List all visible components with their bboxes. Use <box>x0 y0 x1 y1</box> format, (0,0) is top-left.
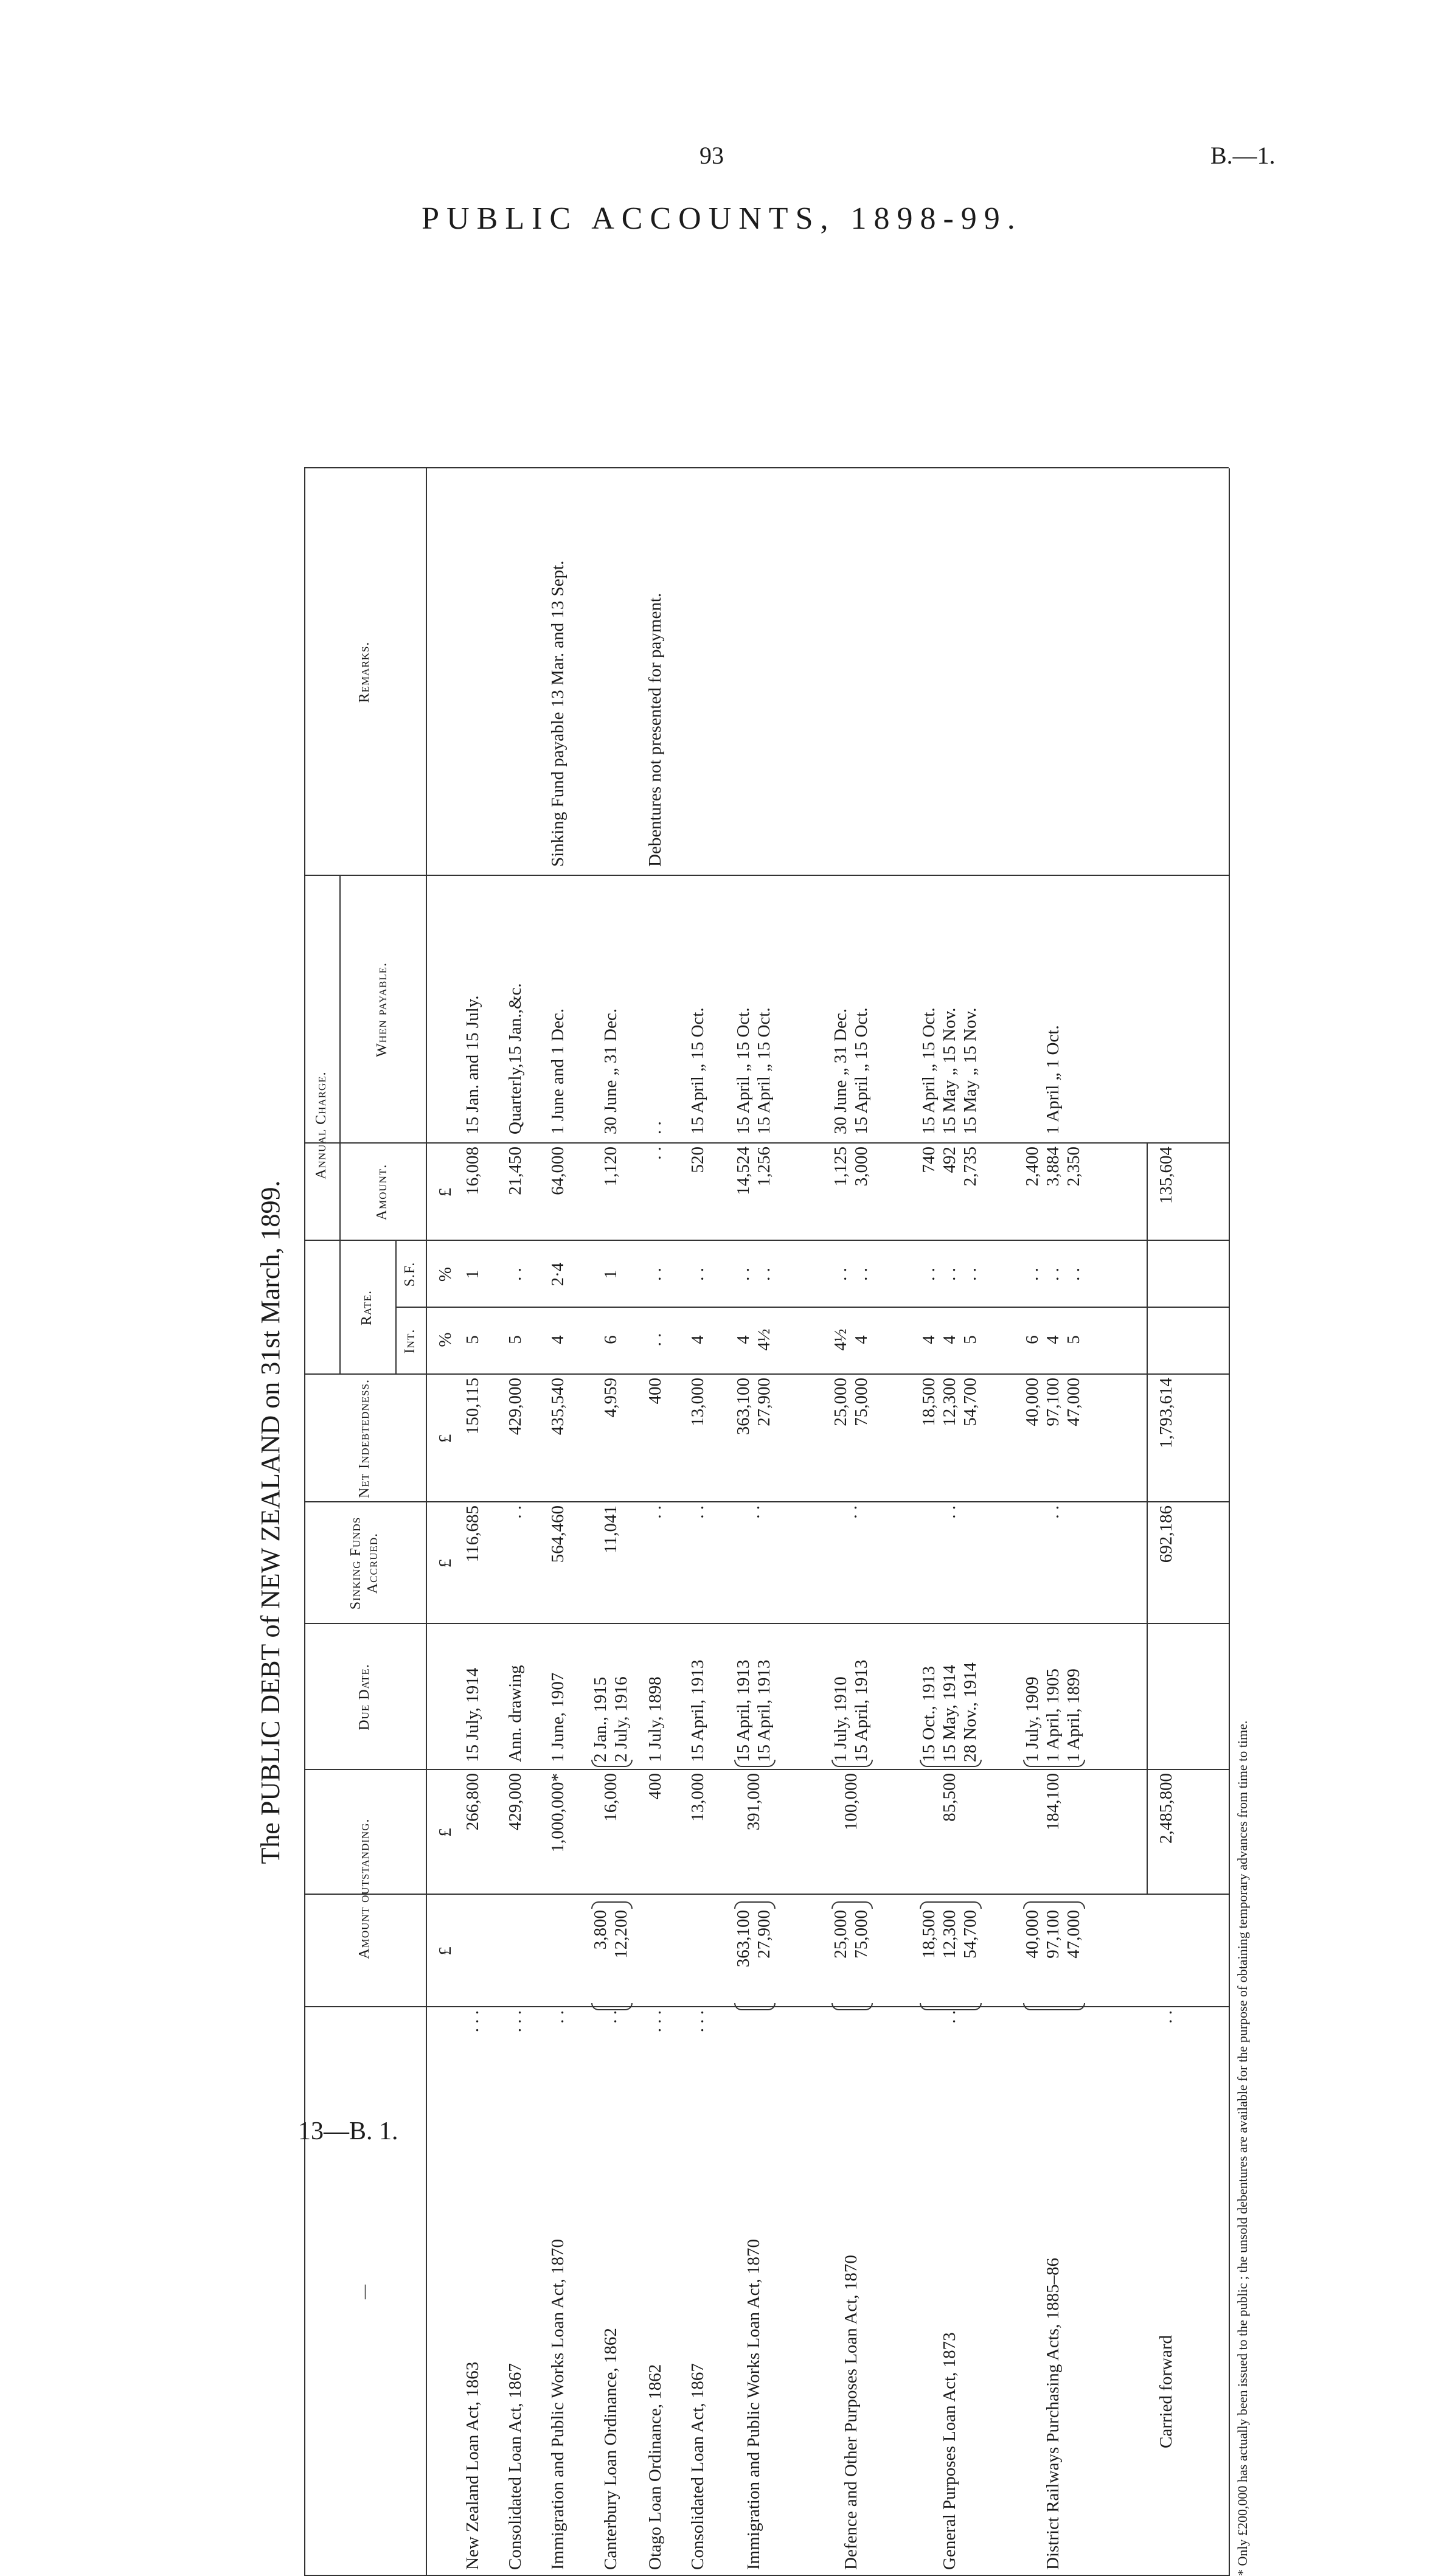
due-date: 15 July, 1914 <box>463 1667 482 1762</box>
amount-part: 27,900 <box>754 1910 774 1959</box>
annual-amount: 14,524 <box>734 1147 753 1195</box>
due-date: 1 June, 1907 <box>548 1672 568 1762</box>
row-remark: Sinking Fund payable 13 Mar. and 13 Sept. <box>548 560 568 867</box>
amount-part: 75,000 <box>852 1910 871 1959</box>
sinking-fund: . . <box>841 1505 861 1519</box>
rate-sf: . . <box>754 1268 774 1281</box>
rate-int: 5 <box>960 1335 980 1344</box>
carried-forward-net: 1,793,614 <box>1156 1378 1176 1448</box>
amount-total: 429,000 <box>505 1773 525 1831</box>
net-indebtedness: 75,000 <box>852 1378 871 1426</box>
header-rate: Rate. <box>359 1290 375 1326</box>
column-rule <box>304 1894 1229 1895</box>
net-indebtedness: 4,959 <box>601 1378 620 1418</box>
row-name: Consolidated Loan Act, 1867 <box>505 2363 525 2570</box>
brace-right <box>734 1901 776 1909</box>
rate-int: 5 <box>505 1335 525 1344</box>
when-payable: 15 April „ 15 Oct. <box>852 1007 871 1134</box>
header-due-date: Due Date. <box>356 1664 373 1731</box>
brace-left <box>831 2003 873 2010</box>
due-brace <box>831 1760 873 1767</box>
when-payable: 30 June „ 31 Dec. <box>601 1009 620 1134</box>
column-rule <box>304 1769 1229 1770</box>
sinking-fund: . . <box>940 1505 959 1519</box>
row-name: District Railways Purchasing Acts, 1885–86 <box>1043 2257 1063 2570</box>
header-net-indebtedness: Net Indebtedness. <box>356 1379 373 1498</box>
when-payable: 15 May „ 15 Nov. <box>960 1007 980 1134</box>
when-payable: . . <box>645 1121 665 1134</box>
rate-int: 5 <box>1064 1335 1083 1344</box>
rate-sf: . . <box>645 1268 665 1281</box>
rate-sf: 1 <box>463 1269 482 1279</box>
sinking-fund: . . <box>645 1505 665 1519</box>
rate-sf: . . <box>852 1268 871 1281</box>
amount-part: 3,800 <box>591 1910 610 1950</box>
row-dots: . . . <box>505 2010 525 2033</box>
carried-forward-amount: 135,604 <box>1156 1147 1176 1204</box>
brace-left <box>1023 2003 1085 2010</box>
footnote: * Only £200,000 has actually been issued to the public ; the unsold debentures are available for the purpose of obtaining temporary advances from time to time. <box>1235 1720 1250 2576</box>
row-dots: . . <box>940 2010 959 2024</box>
header-amount-outstanding: Amount outstanding. <box>356 1818 373 1959</box>
rate-sf: . . <box>960 1268 980 1281</box>
sinking-fund: 564,460 <box>548 1505 568 1563</box>
page-title: PUBLIC ACCOUNTS, 1898-99. <box>422 201 1022 236</box>
net-indebtedness: 40,000 <box>1022 1378 1042 1426</box>
annual-amount: 3,000 <box>852 1147 871 1187</box>
rate-int: 5 <box>463 1335 482 1344</box>
when-payable: 15 May „ 15 Nov. <box>940 1007 959 1134</box>
rate-int: 4 <box>548 1335 568 1344</box>
amount-part: 12,200 <box>611 1910 631 1959</box>
row-dots: . . <box>601 2010 620 2024</box>
column-rule <box>304 467 1229 468</box>
rate-sf: . . <box>919 1268 939 1281</box>
table-border-top <box>304 468 305 2576</box>
due-date: 1 July, 1909 <box>1022 1676 1042 1762</box>
rate-sf: . . <box>505 1268 525 1281</box>
rate-int: 4 <box>688 1335 707 1344</box>
brace-right <box>1023 1901 1085 1909</box>
row-dots: . . . <box>688 2010 707 2033</box>
rate-subrule <box>395 1241 397 1375</box>
due-date: 1 July, 1898 <box>645 1676 665 1762</box>
due-date: 1 April, 1905 <box>1043 1668 1063 1762</box>
brace-left <box>734 2003 776 2010</box>
table-title: The PUBLIC DEBT of NEW ZEALAND on 31st March, 1899. <box>255 1180 285 1864</box>
header-rule <box>426 468 427 2576</box>
rate-int: 6 <box>601 1335 620 1344</box>
amount-total: 85,500 <box>940 1773 959 1822</box>
when-payable: 15 Jan. and 15 July. <box>463 995 482 1134</box>
rate-int: 4 <box>734 1335 753 1344</box>
document-reference: B.—1. <box>1210 142 1276 169</box>
sinking-fund: . . <box>1043 1505 1063 1519</box>
rate-sf: . . <box>1022 1268 1042 1281</box>
row-name: Canterbury Loan Ordinance, 1862 <box>601 2328 620 2570</box>
amount-part: 363,100 <box>734 1910 753 1968</box>
page-number: 93 <box>699 142 724 169</box>
column-rule <box>304 1240 1229 1241</box>
sinking-fund: . . <box>505 1505 525 1519</box>
unit-symbol: £ <box>436 1434 455 1443</box>
amount-total: 1,000,000* <box>548 1773 568 1853</box>
annual-amount: . . <box>645 1147 665 1160</box>
due-brace <box>920 1760 982 1767</box>
net-indebtedness: 54,700 <box>960 1378 980 1426</box>
rate-sf: . . <box>831 1268 850 1281</box>
carried-forward-label: Carried forward <box>1156 2335 1176 2448</box>
rate-int: . . <box>645 1333 665 1347</box>
due-date: 15 April, 1913 <box>688 1659 707 1762</box>
row-name: Otago Loan Ordinance, 1862 <box>645 2364 665 2570</box>
due-brace <box>591 1760 633 1767</box>
row-dots: . . . <box>645 2010 665 2033</box>
when-payable: 15 April „ 15 Oct. <box>734 1007 753 1134</box>
annual-charge-rule <box>339 876 341 1375</box>
header-when-payable: When payable. <box>374 962 391 1057</box>
brace-right <box>920 1901 982 1909</box>
net-indebtedness: 12,300 <box>940 1378 959 1426</box>
annual-amount: 740 <box>919 1147 939 1173</box>
when-payable: 15 April „ 15 Oct. <box>919 1007 939 1134</box>
due-date: 15 April, 1913 <box>852 1659 871 1762</box>
row-dots: . . . <box>463 2010 482 2033</box>
rate-int: 4 <box>1043 1335 1063 1344</box>
brace-left <box>591 2003 633 2010</box>
row-dots: . . <box>548 2010 568 2024</box>
net-indebtedness: 47,000 <box>1064 1378 1083 1426</box>
row-name: Defence and Other Purposes Loan Act, 1870 <box>841 2255 861 2570</box>
rate-sf: . . <box>1064 1268 1083 1281</box>
carried-forward-sinking: 692,186 <box>1156 1505 1176 1563</box>
annual-amount: 16,008 <box>463 1147 482 1195</box>
due-date: 2 Jan., 1915 <box>591 1676 610 1762</box>
annual-amount: 2,735 <box>960 1147 980 1187</box>
when-payable: Quarterly,15 Jan.,&c. <box>505 983 525 1134</box>
sinking-fund: . . <box>688 1505 707 1519</box>
annual-amount: 21,450 <box>505 1147 525 1195</box>
unit-symbol: £ <box>436 1828 455 1837</box>
due-date: 1 April, 1899 <box>1064 1668 1083 1762</box>
amount-part: 97,100 <box>1043 1910 1063 1959</box>
net-indebtedness: 400 <box>645 1378 665 1404</box>
rate-sf: . . <box>688 1268 707 1281</box>
rate-sf: . . <box>734 1268 753 1281</box>
unit-symbol: £ <box>436 1558 455 1568</box>
carried-forward-dots: . . <box>1156 2010 1176 2024</box>
amount-total: 13,000 <box>688 1773 707 1822</box>
column-rule <box>304 1142 1229 1144</box>
rate-int: 4 <box>940 1335 959 1344</box>
annual-amount: 2,350 <box>1064 1147 1083 1187</box>
header-sf: S.F. <box>402 1262 418 1287</box>
amount-total: 266,800 <box>463 1773 482 1831</box>
when-payable: 1 June and 1 Dec. <box>548 1009 568 1134</box>
rate-sf: . . <box>1043 1268 1063 1281</box>
net-indebtedness: 25,000 <box>831 1378 850 1426</box>
annual-amount: 2,400 <box>1022 1147 1042 1187</box>
amount-total: 391,000 <box>744 1773 763 1831</box>
amount-total: 184,100 <box>1043 1773 1063 1831</box>
row-remark: Debentures not presented for payment. <box>645 592 665 867</box>
when-payable: 30 June „ 31 Dec. <box>831 1009 850 1134</box>
sinking-fund: . . <box>744 1505 763 1519</box>
amount-total: 400 <box>645 1773 665 1800</box>
column-rule <box>304 1501 1229 1502</box>
page-footer: 13—B. 1. <box>298 2117 398 2145</box>
row-name: Consolidated Loan Act, 1867 <box>688 2363 707 2570</box>
annual-amount: 3,884 <box>1043 1147 1063 1187</box>
header-annual-charge: Annual Charge. <box>313 1071 330 1179</box>
header-dash: — <box>356 2284 373 2299</box>
due-date: Ann. drawing <box>505 1665 525 1762</box>
due-brace <box>734 1760 776 1767</box>
net-indebtedness: 435,540 <box>548 1378 568 1436</box>
column-rule <box>304 1373 1229 1375</box>
amount-total: 100,000 <box>841 1773 861 1831</box>
header-int: Int. <box>402 1328 418 1354</box>
net-indebtedness: 18,500 <box>919 1378 939 1426</box>
row-name: Immigration and Public Works Loan Act, 1870 <box>744 2238 763 2570</box>
column-rule <box>304 1623 1229 1624</box>
rate-sf: . . <box>940 1268 959 1281</box>
net-indebtedness: 150,115 <box>463 1378 482 1435</box>
when-payable: 15 April „ 15 Oct. <box>688 1007 707 1134</box>
row-name: Immigration and Public Works Loan Act, 1870 <box>548 2238 568 2570</box>
table-border-bottom <box>1229 468 1230 2576</box>
unit-symbol: % <box>436 1266 455 1282</box>
due-date: 15 Oct., 1913 <box>919 1666 939 1762</box>
carried-rule <box>1147 1144 1148 1895</box>
annual-amount: 64,000 <box>548 1147 568 1195</box>
column-rule <box>304 875 1229 876</box>
net-indebtedness: 27,900 <box>754 1378 774 1426</box>
when-payable: 15 April „ 15 Oct. <box>754 1007 774 1134</box>
amount-part: 40,000 <box>1022 1910 1042 1959</box>
header-sinking-funds: Sinking Funds Accrued. <box>348 1516 381 1610</box>
when-payable: 1 April „ 1 Oct. <box>1043 1025 1063 1134</box>
net-indebtedness: 429,000 <box>505 1378 525 1436</box>
brace-right <box>831 1901 873 1909</box>
due-date: 28 Nov., 1914 <box>960 1662 980 1762</box>
amount-part: 12,300 <box>940 1910 959 1959</box>
sinking-fund: 11,041 <box>601 1505 620 1554</box>
amount-total: 16,000 <box>601 1773 620 1822</box>
due-date: 15 April, 1913 <box>734 1659 753 1762</box>
annual-amount: 1,120 <box>601 1147 620 1187</box>
rate-int: 4½ <box>754 1328 774 1351</box>
annual-amount: 1,256 <box>754 1147 774 1187</box>
amount-part: 18,500 <box>919 1910 939 1959</box>
row-name: New Zealand Loan Act, 1863 <box>463 2361 482 2570</box>
unit-symbol: £ <box>436 1187 455 1197</box>
sinking-fund: 116,685 <box>463 1505 482 1563</box>
net-indebtedness: 97,100 <box>1043 1378 1063 1426</box>
unit-symbol: % <box>436 1332 455 1347</box>
annual-amount: 520 <box>688 1147 707 1173</box>
rate-int: 4½ <box>831 1328 850 1351</box>
rate-sf: 1 <box>601 1269 620 1279</box>
due-date: 2 July, 1916 <box>611 1676 631 1762</box>
brace-left <box>920 2003 982 2010</box>
due-date: 1 July, 1910 <box>831 1676 850 1762</box>
due-brace <box>1023 1760 1085 1767</box>
amount-part: 25,000 <box>831 1910 850 1959</box>
header-remarks: Remarks. <box>356 641 373 703</box>
unit-symbol: £ <box>436 1946 455 1956</box>
brace-right <box>591 1901 633 1909</box>
rate-sf: 2·4 <box>548 1262 568 1286</box>
amount-part: 54,700 <box>960 1910 980 1959</box>
rate-int: 6 <box>1022 1335 1042 1344</box>
amount-part: 47,000 <box>1064 1910 1083 1959</box>
net-indebtedness: 13,000 <box>688 1378 707 1426</box>
due-date: 15 April, 1913 <box>754 1659 774 1762</box>
carried-forward-total: 2,485,800 <box>1156 1773 1176 1844</box>
header-amount: Amount. <box>374 1164 391 1221</box>
net-indebtedness: 363,100 <box>734 1378 753 1436</box>
due-date: 15 May, 1914 <box>940 1664 959 1762</box>
rotated-table-container <box>249 468 1250 2576</box>
rate-int: 4 <box>852 1335 871 1344</box>
rate-int: 4 <box>919 1335 939 1344</box>
public-debt-table <box>304 468 1229 2576</box>
annual-amount: 1,125 <box>831 1147 850 1187</box>
annual-amount: 492 <box>940 1147 959 1173</box>
row-name: General Purposes Loan Act, 1873 <box>940 2332 959 2570</box>
